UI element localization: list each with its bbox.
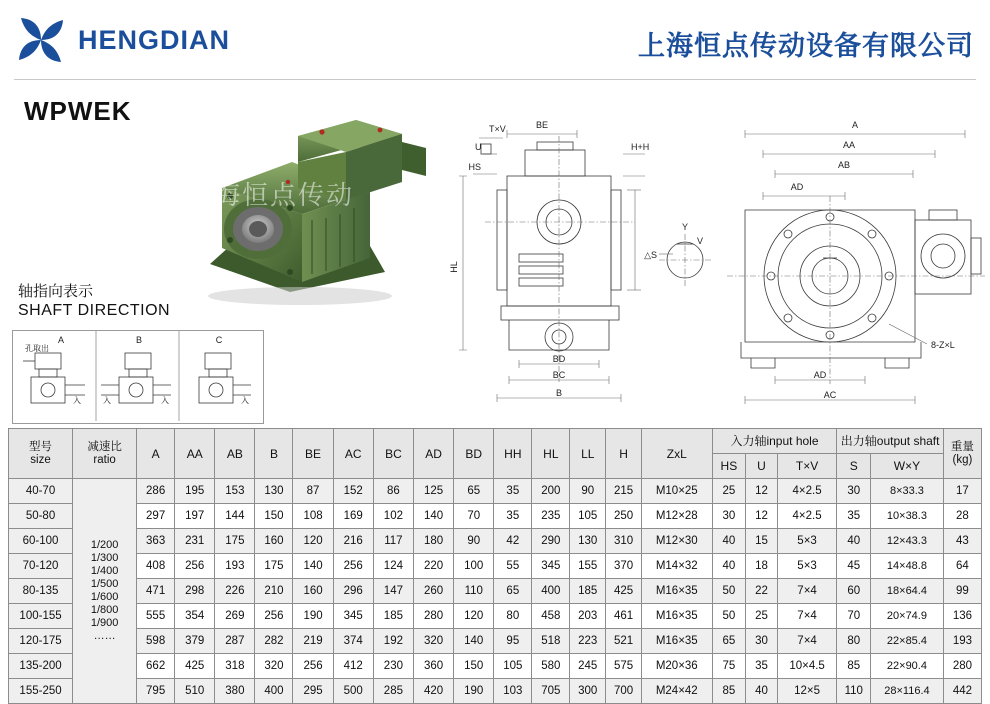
cell-AB: 269: [215, 604, 255, 629]
table-row: [9, 604, 982, 629]
cell-kg: 280: [943, 654, 981, 679]
col-input-hole-group: 入力轴input hole: [712, 429, 837, 454]
cell-AC: 296: [333, 579, 373, 604]
cell-BE: 190: [293, 604, 333, 629]
cell-BC: 124: [373, 554, 413, 579]
cell-HL: 235: [532, 504, 570, 529]
col-weight-cn: 重量: [950, 440, 974, 453]
cell-S: 60: [837, 579, 871, 604]
col-ratio-cn: 减速比: [87, 440, 122, 453]
col-AD: AD: [413, 429, 453, 479]
col-B: B: [255, 429, 293, 479]
col-AB: AB: [215, 429, 255, 479]
cell-AD: 360: [413, 654, 453, 679]
cell-B: 256: [255, 604, 293, 629]
cell-U: 35: [746, 654, 777, 679]
cell-AA: 354: [175, 604, 215, 629]
svg-text:入: 入: [73, 396, 81, 405]
cell-BC: 86: [373, 479, 413, 504]
svg-text:B: B: [555, 388, 563, 398]
cell-S: 70: [837, 604, 871, 629]
svg-text:AD: AD: [790, 182, 804, 192]
cell-WY: 18×64.4: [871, 579, 944, 604]
cell-WY: 8×33.3: [871, 479, 944, 504]
cell-H: 370: [606, 554, 642, 579]
col-S: S: [837, 454, 871, 479]
cell-AD: 260: [413, 579, 453, 604]
cell-S: 40: [837, 529, 871, 554]
cell-BE: 256: [293, 654, 333, 679]
header-divider: [14, 79, 976, 80]
svg-text:V: V: [697, 236, 704, 246]
cell-TV: 12×5: [777, 679, 837, 704]
cell-B: 400: [255, 679, 293, 704]
cell-HH: 103: [494, 679, 532, 704]
col-BE: BE: [293, 429, 333, 479]
cell-BE: 219: [293, 629, 333, 654]
cell-HS: 65: [712, 629, 746, 654]
cell-ZxL: M10×25: [641, 479, 712, 504]
spec-table-body: [9, 479, 982, 704]
cell-WY: 22×90.4: [871, 654, 944, 679]
ratio-7: 1/900: [90, 617, 119, 629]
svg-text:A: A: [851, 120, 859, 130]
svg-text:HL: HL: [449, 261, 459, 273]
cell-B: 282: [255, 629, 293, 654]
svg-text:入: 入: [241, 396, 249, 405]
cell-ZxL: M16×35: [641, 629, 712, 654]
cell-S: 35: [837, 504, 871, 529]
cell-TV: 7×4: [777, 604, 837, 629]
cell-AC: 169: [333, 504, 373, 529]
cell-S: 85: [837, 654, 871, 679]
cell-AD: 320: [413, 629, 453, 654]
col-BC: BC: [373, 429, 413, 479]
cell-A: 598: [137, 629, 175, 654]
table-row: [9, 529, 982, 554]
cell-size: 135-200: [9, 654, 73, 679]
cell-HL: 518: [532, 629, 570, 654]
cell-BD: 150: [454, 654, 494, 679]
cell-B: 150: [255, 504, 293, 529]
cell-ZxL: M16×35: [641, 604, 712, 629]
cell-kg: 43: [943, 529, 981, 554]
col-model-cn: 型号: [29, 440, 53, 453]
shaft-direction-diagram: [12, 330, 264, 424]
shaft-direction-label: [18, 282, 170, 320]
cell-BC: 117: [373, 529, 413, 554]
cell-LL: 90: [570, 479, 606, 504]
cell-WY: 28×116.4: [871, 679, 944, 704]
cell-A: 662: [137, 654, 175, 679]
cell-HS: 25: [712, 479, 746, 504]
cell-HL: 400: [532, 579, 570, 604]
cell-size: 70-120: [9, 554, 73, 579]
cell-LL: 300: [570, 679, 606, 704]
col-HH: HH: [494, 429, 532, 479]
cell-HH: 42: [494, 529, 532, 554]
cell-TV: 5×3: [777, 529, 837, 554]
col-H: H: [606, 429, 642, 479]
cell-size: 100-155: [9, 604, 73, 629]
cell-S: 110: [837, 679, 871, 704]
cell-HS: 30: [712, 504, 746, 529]
cell-AB: 287: [215, 629, 255, 654]
cell-HL: 345: [532, 554, 570, 579]
svg-text:入: 入: [103, 396, 111, 405]
cell-HL: 200: [532, 479, 570, 504]
cell-BD: 100: [454, 554, 494, 579]
table-row: [9, 679, 982, 704]
cell-B: 210: [255, 579, 293, 604]
technical-drawings: [445, 92, 985, 422]
cell-AA: 379: [175, 629, 215, 654]
cell-WY: 14×48.8: [871, 554, 944, 579]
cell-WY: 22×85.4: [871, 629, 944, 654]
photo-watermark: 上海恒点传动: [186, 180, 355, 210]
side-view: [727, 120, 985, 404]
col-model: [9, 429, 73, 479]
cell-H: 700: [606, 679, 642, 704]
ratio-4: 1/500: [90, 578, 119, 590]
cell-ZxL: M20×36: [641, 654, 712, 679]
svg-text:C: C: [215, 335, 223, 345]
page-header: [0, 0, 990, 80]
col-A: A: [137, 429, 175, 479]
cell-U: 12: [746, 504, 777, 529]
col-AA: AA: [175, 429, 215, 479]
cell-AC: 152: [333, 479, 373, 504]
cell-S: 80: [837, 629, 871, 654]
cell-ZxL: M12×28: [641, 504, 712, 529]
keyway-detail: [644, 222, 711, 286]
cell-BC: 192: [373, 629, 413, 654]
cell-kg: 28: [943, 504, 981, 529]
cell-BE: 295: [293, 679, 333, 704]
cell-S: 30: [837, 479, 871, 504]
cell-U: 18: [746, 554, 777, 579]
col-weight: [943, 429, 981, 479]
brand-logo: [14, 13, 230, 67]
cell-kg: 193: [943, 629, 981, 654]
cell-ratio-block: [73, 479, 137, 704]
ratio-5: 1/600: [90, 591, 119, 603]
cell-kg: 17: [943, 479, 981, 504]
cell-A: 555: [137, 604, 175, 629]
cell-HH: 80: [494, 604, 532, 629]
cell-TV: 7×4: [777, 629, 837, 654]
col-LL: LL: [570, 429, 606, 479]
cell-AD: 125: [413, 479, 453, 504]
cell-AA: 197: [175, 504, 215, 529]
spec-table-wrap: [8, 428, 982, 704]
cell-H: 461: [606, 604, 642, 629]
cell-AC: 256: [333, 554, 373, 579]
cell-size: 60-100: [9, 529, 73, 554]
cell-LL: 105: [570, 504, 606, 529]
cell-kg: 136: [943, 604, 981, 629]
shaft-direction-label-cn: 轴指向表示: [18, 283, 94, 300]
cell-AA: 195: [175, 479, 215, 504]
cell-ZxL: M12×30: [641, 529, 712, 554]
col-model-en: size: [30, 453, 51, 466]
table-row: [9, 479, 982, 504]
table-row: [9, 554, 982, 579]
cell-AD: 280: [413, 604, 453, 629]
cell-B: 175: [255, 554, 293, 579]
table-row: [9, 629, 982, 654]
cell-LL: 245: [570, 654, 606, 679]
cell-HH: 35: [494, 479, 532, 504]
cell-BE: 160: [293, 579, 333, 604]
col-weight-unit: (kg): [952, 453, 973, 466]
svg-text:BC: BC: [552, 370, 566, 380]
col-U: U: [746, 454, 777, 479]
cell-U: 12: [746, 479, 777, 504]
svg-text:BD: BD: [552, 354, 566, 364]
cell-TV: 5×3: [777, 554, 837, 579]
cell-kg: 64: [943, 554, 981, 579]
cell-AA: 425: [175, 654, 215, 679]
cell-size: 80-135: [9, 579, 73, 604]
cell-AD: 180: [413, 529, 453, 554]
cell-AA: 298: [175, 579, 215, 604]
cell-H: 575: [606, 654, 642, 679]
table-row: [9, 654, 982, 679]
table-row: [9, 504, 982, 529]
col-HS: HS: [712, 454, 746, 479]
cell-A: 286: [137, 479, 175, 504]
cell-H: 425: [606, 579, 642, 604]
front-view: [449, 120, 649, 402]
page-title: WPWEK: [24, 96, 132, 126]
cell-AB: 153: [215, 479, 255, 504]
cell-A: 297: [137, 504, 175, 529]
cell-size: 120-175: [9, 629, 73, 654]
cell-U: 22: [746, 579, 777, 604]
svg-text:HS: HS: [468, 162, 481, 172]
cell-A: 363: [137, 529, 175, 554]
spec-table: [8, 428, 982, 704]
cell-BD: 90: [454, 529, 494, 554]
cell-BE: 108: [293, 504, 333, 529]
cell-H: 310: [606, 529, 642, 554]
cell-AB: 175: [215, 529, 255, 554]
svg-text:孔取出: 孔取出: [25, 344, 49, 353]
cell-HL: 458: [532, 604, 570, 629]
cell-AB: 226: [215, 579, 255, 604]
cell-LL: 155: [570, 554, 606, 579]
cell-ZxL: M16×35: [641, 579, 712, 604]
cell-BC: 285: [373, 679, 413, 704]
cell-TV: 10×4.5: [777, 654, 837, 679]
cell-HS: 85: [712, 679, 746, 704]
cell-HL: 705: [532, 679, 570, 704]
cell-BD: 140: [454, 629, 494, 654]
svg-text:AA: AA: [842, 140, 856, 150]
col-ratio: [73, 429, 137, 479]
cell-BC: 230: [373, 654, 413, 679]
cell-H: 215: [606, 479, 642, 504]
cell-BD: 70: [454, 504, 494, 529]
cell-AA: 231: [175, 529, 215, 554]
cell-AC: 374: [333, 629, 373, 654]
cell-HL: 580: [532, 654, 570, 679]
svg-text:Y: Y: [681, 222, 689, 232]
cell-size: 155-250: [9, 679, 73, 704]
svg-text:H+H: H+H: [631, 142, 650, 152]
svg-text:入: 入: [161, 396, 169, 405]
cell-TV: 4×2.5: [777, 479, 837, 504]
cell-AA: 256: [175, 554, 215, 579]
svg-text:BE: BE: [535, 120, 549, 130]
cell-ZxL: M14×32: [641, 554, 712, 579]
cell-U: 40: [746, 679, 777, 704]
cell-BC: 102: [373, 504, 413, 529]
cell-H: 250: [606, 504, 642, 529]
cell-U: 15: [746, 529, 777, 554]
cell-AC: 216: [333, 529, 373, 554]
ratio-1: 1/200: [90, 539, 119, 551]
cell-HS: 50: [712, 579, 746, 604]
svg-text:△S: △S: [644, 250, 657, 260]
cell-S: 45: [837, 554, 871, 579]
brand-name-latin: HENGDIAN: [78, 24, 231, 55]
col-AC: AC: [333, 429, 373, 479]
cell-HH: 35: [494, 504, 532, 529]
svg-text:A: A: [57, 335, 65, 345]
col-ratio-en: ratio: [93, 453, 116, 466]
col-TV: T×V: [777, 454, 837, 479]
cell-AD: 420: [413, 679, 453, 704]
cell-U: 30: [746, 629, 777, 654]
ratio-3: 1/400: [90, 565, 119, 577]
ratio-2: 1/300: [90, 552, 119, 564]
cell-kg: 99: [943, 579, 981, 604]
cell-HS: 40: [712, 554, 746, 579]
cell-LL: 203: [570, 604, 606, 629]
cell-B: 160: [255, 529, 293, 554]
cell-AD: 140: [413, 504, 453, 529]
cell-HH: 65: [494, 579, 532, 604]
svg-text:AB: AB: [837, 160, 851, 170]
shaft-direction-label-en: SHAFT DIRECTION: [18, 302, 171, 319]
cell-A: 795: [137, 679, 175, 704]
cell-HS: 75: [712, 654, 746, 679]
cell-U: 25: [746, 604, 777, 629]
cell-TV: 7×4: [777, 579, 837, 604]
product-photo: [170, 96, 440, 311]
cell-size: 40-70: [9, 479, 73, 504]
cell-LL: 223: [570, 629, 606, 654]
cell-A: 408: [137, 554, 175, 579]
cell-HH: 95: [494, 629, 532, 654]
cell-HS: 40: [712, 529, 746, 554]
cell-BC: 147: [373, 579, 413, 604]
cell-B: 320: [255, 654, 293, 679]
cell-AD: 220: [413, 554, 453, 579]
company-name-cn: 上海恒点传动设备有限公司: [638, 31, 974, 61]
cell-HS: 50: [712, 604, 746, 629]
svg-text:AC: AC: [823, 390, 837, 400]
cell-AB: 144: [215, 504, 255, 529]
cell-BD: 190: [454, 679, 494, 704]
svg-text:B: B: [135, 335, 143, 345]
cell-AC: 500: [333, 679, 373, 704]
cell-AA: 510: [175, 679, 215, 704]
cell-H: 521: [606, 629, 642, 654]
cell-AB: 193: [215, 554, 255, 579]
cell-LL: 130: [570, 529, 606, 554]
cell-B: 130: [255, 479, 293, 504]
cell-AC: 412: [333, 654, 373, 679]
svg-text:U: U: [475, 142, 482, 152]
cell-BC: 185: [373, 604, 413, 629]
cell-WY: 12×43.3: [871, 529, 944, 554]
table-row: [9, 579, 982, 604]
svg-text:T×V: T×V: [489, 124, 506, 134]
cell-BD: 120: [454, 604, 494, 629]
cell-kg: 442: [943, 679, 981, 704]
cell-AC: 345: [333, 604, 373, 629]
cell-BE: 140: [293, 554, 333, 579]
cell-A: 471: [137, 579, 175, 604]
fan-blade-logo-icon: [14, 13, 68, 67]
cell-WY: 10×38.3: [871, 504, 944, 529]
col-ZxL: ZxL: [641, 429, 712, 479]
cell-ZxL: M24×42: [641, 679, 712, 704]
svg-text:8-Z×L: 8-Z×L: [931, 340, 955, 350]
cell-HH: 55: [494, 554, 532, 579]
col-output-shaft-group: 出力轴output shaft: [837, 429, 943, 454]
cell-size: 50-80: [9, 504, 73, 529]
cell-BD: 65: [454, 479, 494, 504]
cell-BE: 87: [293, 479, 333, 504]
col-WY: W×Y: [871, 454, 944, 479]
ratio-6: 1/800: [90, 604, 119, 616]
cell-LL: 185: [570, 579, 606, 604]
ratio-8: ……: [93, 630, 116, 642]
col-BD: BD: [454, 429, 494, 479]
cell-AB: 318: [215, 654, 255, 679]
svg-text:AD: AD: [813, 370, 827, 380]
cell-HH: 105: [494, 654, 532, 679]
cell-WY: 20×74.9: [871, 604, 944, 629]
spec-table-head: [9, 429, 982, 479]
cell-HL: 290: [532, 529, 570, 554]
col-HL: HL: [532, 429, 570, 479]
cell-AB: 380: [215, 679, 255, 704]
cell-TV: 4×2.5: [777, 504, 837, 529]
cell-BD: 110: [454, 579, 494, 604]
cell-BE: 120: [293, 529, 333, 554]
